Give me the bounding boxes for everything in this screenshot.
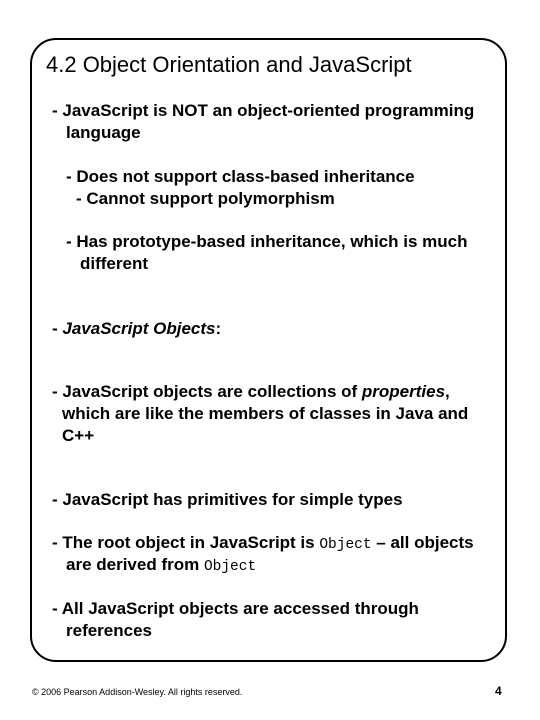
bullet-not-oop-line1: - JavaScript is NOT an object-oriented programming bbox=[52, 101, 475, 120]
page-number: 4 bbox=[495, 684, 502, 698]
bullet-root-object-line2 bbox=[66, 554, 256, 578]
object-code-1: Object bbox=[319, 537, 372, 553]
bullet-references-line1: - All JavaScript objects are accessed through bbox=[52, 599, 419, 618]
bullet-no-polymorphism: - Cannot support polymorphism bbox=[76, 189, 335, 208]
bullet-root-a: - The root object in JavaScript is bbox=[52, 533, 320, 552]
bullet-prototype-line1: - Has prototype-based inheritance, which is much bbox=[66, 232, 468, 251]
bullet-no-class-inheritance: - Does not support class-based inheritance bbox=[66, 167, 415, 186]
bullet-not-oop-line2: language bbox=[66, 123, 141, 142]
bullet-js-objects bbox=[52, 318, 221, 340]
bullet-js-objects-italic: JavaScript Objects bbox=[62, 319, 216, 338]
bullet-root-b: – all objects bbox=[371, 533, 474, 552]
bullet-references-line2: references bbox=[66, 621, 153, 640]
bullet-js-objects-prefix: - bbox=[52, 319, 63, 338]
bullet-js-objects-suffix: : bbox=[215, 319, 222, 338]
slide-title: 4.2 Object Orientation and JavaScript bbox=[46, 52, 412, 77]
object-code-2: Object bbox=[203, 559, 257, 575]
bullet-root-object-line1 bbox=[52, 532, 474, 556]
bullet-properties-italic: properties bbox=[361, 382, 446, 401]
bullet-properties-line3: C++ bbox=[62, 426, 95, 445]
bullet-properties-line1 bbox=[52, 381, 450, 403]
bullet-prototype-line2: different bbox=[80, 254, 148, 273]
copyright-footer: © 2006 Pearson Addison-Wesley. All rights reserved. bbox=[32, 687, 243, 697]
bullet-primitives: - JavaScript has primitives for simple types bbox=[52, 490, 403, 509]
bullet-properties-a: - JavaScript objects are collections of bbox=[52, 382, 362, 401]
bullet-root-c: are derived from bbox=[66, 555, 204, 574]
bullet-properties-line2: which are like the members of classes in Java and bbox=[62, 404, 469, 423]
bullet-properties-b: , bbox=[445, 382, 450, 401]
